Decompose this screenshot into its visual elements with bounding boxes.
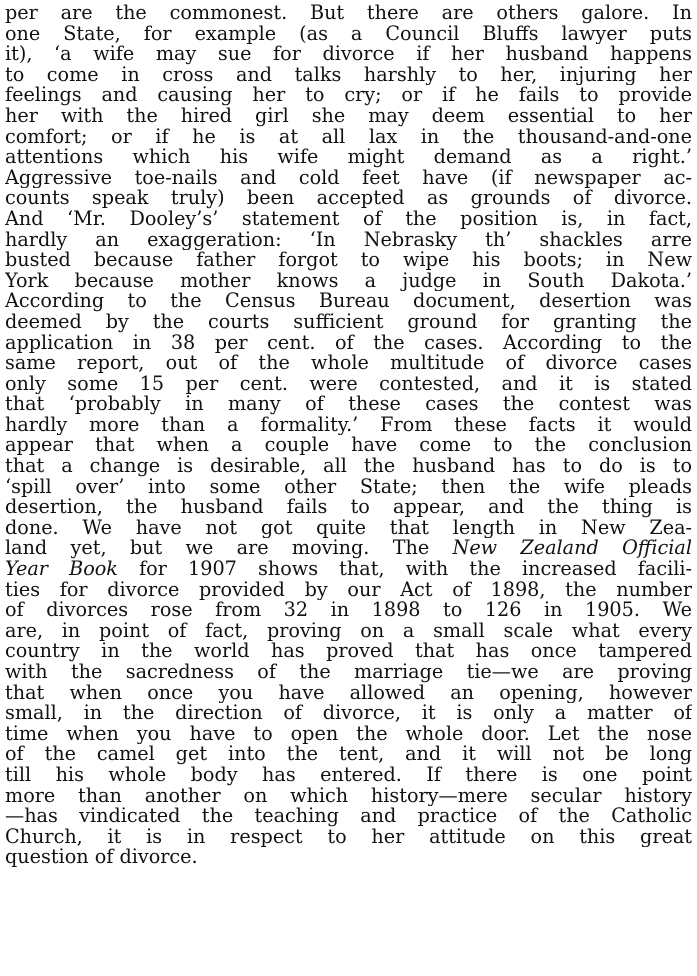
text-line — [5, 435, 692, 456]
text-line — [5, 250, 692, 271]
line-text: same report, out of the whole multitude of divorce cases — [5, 353, 692, 374]
line-text: are, in point of fact, proving on a small scale what every — [5, 620, 692, 642]
line-text: hardly more than a formality.’ From these facts it would — [5, 414, 692, 436]
line-text: small, in the direction of divorce, it is only a matter of — [5, 703, 692, 724]
line-text: only some 15 per cent. were contested, and it is stated — [5, 373, 692, 395]
line-text: one State, for example (as a Council Bluffs lawyer puts — [5, 23, 692, 45]
text-line — [5, 230, 692, 251]
text-line — [5, 703, 692, 724]
text-line — [5, 394, 692, 415]
line-text: more than another on which history—mere secular history — [5, 785, 692, 807]
line-text: land yet, but we are moving. The — [5, 538, 453, 560]
text-line — [5, 168, 692, 189]
line-text: feelings and causing her to cry; or if he fails to provide — [5, 85, 692, 106]
line-text: of the camel get into the tent, and it will not be long — [5, 744, 692, 765]
text-line — [5, 415, 692, 436]
line-text: it), ‘a wife may sue for divorce if her husband happens — [5, 44, 692, 65]
line-text: ‘spill over’ into some other State; then the wife pleads — [5, 476, 692, 498]
line-text: that when once you have allowed an opening, however — [5, 682, 692, 704]
text-line — [5, 724, 692, 745]
text-line — [5, 65, 692, 86]
text-line — [5, 641, 692, 662]
text-line — [5, 847, 692, 868]
text-line — [5, 147, 692, 168]
line-text: to come in cross and talks harshly to her, injuring her — [5, 64, 692, 86]
line-text: attentions which his wife might demand as a right.’ — [5, 147, 692, 168]
text-line — [5, 353, 692, 374]
line-text: According to the Census Bureau document, desertion was — [5, 291, 692, 312]
text-line — [5, 744, 692, 765]
text-line — [5, 312, 692, 333]
text-line — [5, 518, 692, 539]
text-line — [5, 333, 692, 354]
italic-title-text: New Zealand Official — [452, 538, 692, 560]
line-text: busted because father forgot to wipe his boots; in New — [5, 250, 692, 271]
line-text: desertion, the husband fails to appear, and the thing is — [5, 497, 692, 518]
text-line — [5, 621, 692, 642]
line-text: appear that when a couple have come to the conclusion — [5, 435, 692, 457]
text-line — [5, 662, 692, 683]
line-text: Church, it is in respect to her attitude on this great — [5, 826, 692, 848]
line-text: —has vindicated the teaching and practice of the Catholic — [5, 806, 692, 827]
line-text: comfort; or if he is at all lax in the thousand-and-one — [5, 126, 692, 148]
line-text: And ‘Mr. Dooley’s’ statement of the position is, in fact, — [5, 208, 692, 230]
line-text: ties for divorce provided by our Act of 1898, the number — [5, 579, 692, 601]
text-line — [5, 683, 692, 704]
text-line — [5, 806, 692, 827]
italic-title-text: Year Book — [5, 559, 118, 580]
text-line — [5, 3, 692, 24]
line-text: her with the hired girl she may deem essential to her — [5, 105, 692, 127]
text-line — [5, 209, 692, 230]
line-text: of divorces rose from 32 in 1898 to 126 in 1905. We — [5, 600, 692, 621]
line-text: hardly an exaggeration: ‘In Nebrasky th’ shackles arre — [5, 229, 692, 251]
text-line — [5, 106, 692, 127]
body-text — [5, 3, 692, 868]
text-line — [5, 538, 692, 559]
line-text: done. We have not got quite that length in New Zea- — [5, 517, 692, 539]
line-text: with the sacredness of the marriage tie—we are proving — [5, 662, 692, 683]
line-text: till his whole body has entered. If there is one point — [5, 764, 692, 786]
text-line — [5, 44, 692, 65]
line-text: Aggressive toe-nails and cold feet have (if newspaper ac- — [5, 167, 692, 189]
line-text: country in the world has proved that has once tampered — [5, 641, 692, 662]
text-line — [5, 827, 692, 848]
text-line — [5, 127, 692, 148]
text-line — [5, 497, 692, 518]
line-text: application in 38 per cent. of the cases. According to the — [5, 332, 692, 354]
text-line — [5, 85, 692, 106]
line-text: question of divorce. — [5, 847, 198, 868]
text-line — [5, 291, 692, 312]
text-line — [5, 188, 692, 209]
line-text: per are the commonest. But there are others galore. In — [5, 3, 692, 24]
line-text: that ‘probably in many of these cases the contest was — [5, 394, 692, 415]
text-line — [5, 559, 692, 580]
line-text: counts speak truly) been accepted as grounds of divorce. — [5, 188, 692, 209]
text-line — [5, 24, 692, 45]
line-text: that a change is desirable, all the husband has to do is to — [5, 456, 692, 477]
text-line — [5, 580, 692, 601]
line-text: York because mother knows a judge in South Dakota.’ — [5, 270, 692, 292]
line-text: deemed by the courts sufficient ground for granting the — [5, 311, 692, 333]
text-line — [5, 600, 692, 621]
text-line — [5, 477, 692, 498]
line-text: time when you have to open the whole door. Let the nose — [5, 723, 692, 745]
text-line — [5, 374, 692, 395]
text-line — [5, 456, 692, 477]
text-line — [5, 765, 692, 786]
text-line — [5, 786, 692, 807]
line-text: for 1907 shows that, with the increased facili- — [117, 559, 692, 580]
text-line — [5, 271, 692, 292]
